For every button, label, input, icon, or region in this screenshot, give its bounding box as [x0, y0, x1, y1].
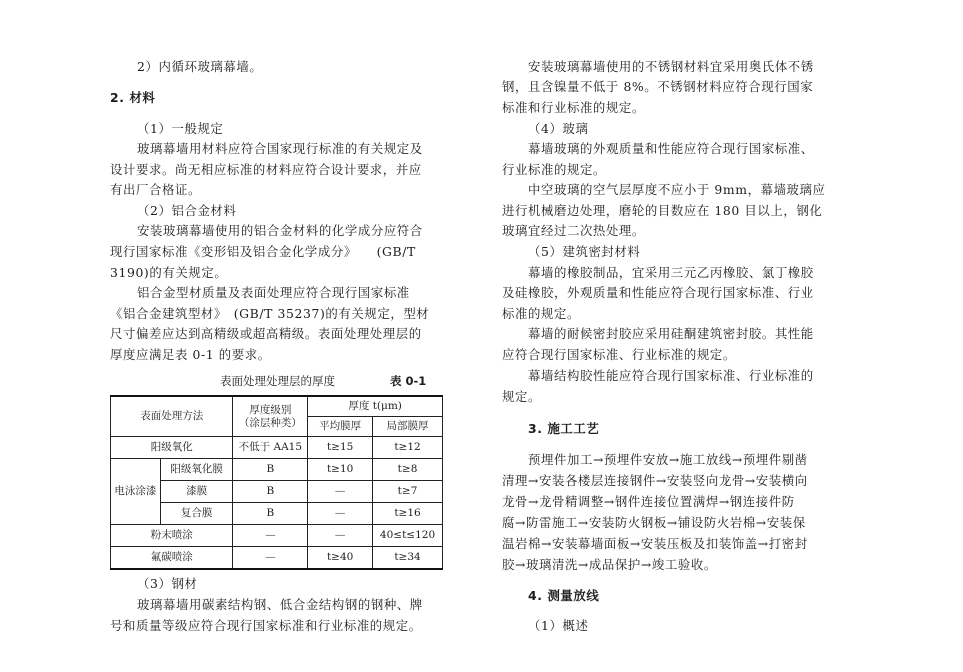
cell-grade: B [233, 459, 308, 481]
cell-local: t≥7 [373, 481, 443, 503]
section-4-title: 4. 测量放线 [528, 588, 600, 603]
cell-local: t≥16 [373, 503, 443, 525]
paragraph-line: 行业标准的规定。 [502, 162, 606, 177]
paragraph-line: 玻璃幕墙用碳素结构钢、低合金结构钢的钢种、牌 [137, 597, 423, 612]
header-grade-line2: （涂层种类） [238, 416, 302, 429]
cell-method: 氟碳喷涂 [111, 547, 233, 570]
cell-avg: — [308, 503, 373, 525]
paragraph-line: 安装玻璃幕墙使用的铝合金材料的化学成分应符合 [137, 223, 423, 238]
cell-group-electrophoretic: 电泳涂漆 [111, 459, 161, 525]
cell-method: 复合膜 [160, 503, 233, 525]
table-number: 表 0-1 [390, 374, 427, 388]
paragraph-line: 标准和行业标准的规定。 [502, 100, 645, 115]
process-line: 温岩棉→安装幕墙面板→安装压板及扣装饰盖→打密封 [502, 536, 808, 551]
paragraph-line: 号和质量等级应符合现行国家标准和行业标准的规定。 [110, 618, 422, 633]
paragraph-line: 幕墙结构胶性能应符合现行国家标准、行业标准的 [528, 368, 814, 383]
paragraph-line: 现行国家标准《变形铝及铝合金化学成分》 (GB/T [110, 244, 416, 259]
cell-grade: B [233, 503, 308, 525]
cell-local: t≥8 [373, 459, 443, 481]
cell-avg: — [308, 481, 373, 503]
header-local-thickness: 局部膜厚 [373, 417, 443, 437]
cell-grade: 不低于 AA15 [233, 437, 308, 459]
table-row [111, 437, 443, 459]
paragraph-line: 安装玻璃幕墙使用的不锈钢材料宜采用奥氏体不锈 [528, 59, 814, 74]
cell-local: t≥34 [373, 547, 443, 570]
table-row [111, 481, 443, 503]
table-row [111, 547, 443, 570]
paragraph-line: 玻璃幕墙用材料应符合国家现行标准的有关规定及 [137, 141, 423, 156]
table-row [111, 459, 443, 481]
cell-method: 漆膜 [160, 481, 233, 503]
header-thickness: 厚度 t(μm) [308, 396, 443, 417]
paragraph-line: 及硅橡胶，外观质量和性能应符合现行国家标准、行业 [502, 285, 814, 300]
paragraph-line: 中空玻璃的空气层厚度不应小于 9mm，幕墙玻璃应 [528, 182, 826, 197]
cell-method: 阳级氧化膜 [160, 459, 233, 481]
paragraph-line: 规定。 [502, 389, 541, 404]
cell-method: 粉末喷涂 [111, 525, 233, 547]
process-line: 清理→安装各楼层连接钢件→安装竖向龙骨→安装横向 [502, 473, 808, 488]
paragraph-line: 设计要求。尚无相应标准的材料应符合设计要求，并应 [110, 162, 422, 177]
subsection-1-title: （1）一般规定 [137, 121, 224, 136]
paragraph-line: 玻璃宜经过二次热处理。 [502, 223, 645, 238]
cell-grade: — [233, 525, 308, 547]
paragraph-line: 幕墙玻璃的外观质量和性能应符合现行国家标准、 [528, 141, 814, 156]
paragraph-line: 标准的规定。 [502, 306, 580, 321]
paragraph-line: 应符合现行国家标准、行业标准的规定。 [502, 347, 736, 362]
header-avg-thickness: 平均膜厚 [308, 417, 373, 437]
cell-grade: B [233, 481, 308, 503]
cell-local: t≥12 [373, 437, 443, 459]
process-line: 胶→玻璃清洗→成品保护→竣工验收。 [502, 557, 717, 572]
cell-avg: — [308, 525, 373, 547]
section-2-title: 2. 材料 [110, 90, 156, 105]
cell-avg: t≥40 [308, 547, 373, 570]
section-3-title: 3. 施工工艺 [528, 421, 600, 436]
process-line: 预埋件加工→预埋件安放→施工放线→预埋件剔凿 [528, 452, 808, 467]
process-line: 龙骨→龙骨精调整→钢件连接位置满焊→钢连接件防 [502, 494, 795, 509]
subsection-2-title: （2）铝合金材料 [137, 203, 237, 218]
subsection-4-title: （4）玻璃 [528, 121, 589, 136]
paragraph-line: 3190)的有关规定。 [110, 265, 228, 280]
process-line: 腐→防雷施工→安装防火钢板→铺设防火岩棉→安装保 [502, 515, 806, 530]
paragraph-line: 铝合金型材质量及表面处理应符合现行国家标准 [137, 285, 410, 300]
table-caption-title: 表面处理处理层的厚度 [220, 374, 335, 388]
header-method: 表面处理方法 [111, 396, 233, 437]
cell-method: 阳级氧化 [111, 437, 233, 459]
table-caption [110, 373, 443, 391]
table-row [111, 503, 443, 525]
subsection-3-title: （3）钢材 [137, 576, 198, 591]
cell-grade: — [233, 547, 308, 570]
subsection-4-1-title: （1）概述 [528, 618, 589, 633]
paragraph-line: 厚度应满足表 0-1 的要求。 [110, 347, 271, 362]
paragraph-line: 有出厂合格证。 [110, 182, 201, 197]
paragraph-line: 《铝合金建筑型材》 (GB/T 35237)的有关规定，型材 [110, 306, 430, 321]
paragraph-line: 钢，且含镍量不低于 8%。不锈钢材料应符合现行国家 [502, 79, 814, 94]
paragraph-line: 尺寸偏差应达到高精级或超高精级。表面处理处理层的 [110, 326, 422, 341]
paragraph-line: 幕墙的橡胶制品，宜采用三元乙丙橡胶、氯丁橡胶 [528, 265, 814, 280]
header-grade [233, 396, 308, 437]
surface-treatment-thickness-table [110, 395, 443, 570]
table-row [111, 525, 443, 547]
item-2-inner-circulation: 2）内循环玻璃幕墙。 [137, 59, 263, 74]
cell-avg: t≥10 [308, 459, 373, 481]
subsection-5-title: （5）建筑密封材料 [528, 244, 641, 259]
cell-local: 40≤t≤120 [373, 525, 443, 547]
paragraph-line: 幕墙的耐候密封胶应采用硅酮建筑密封胶。其性能 [528, 326, 814, 341]
header-grade-line1: 厚度级别 [249, 403, 292, 416]
paragraph-line: 进行机械磨边处理，磨轮的目数应在 180 目以上，钢化 [502, 203, 823, 218]
cell-avg: t≥15 [308, 437, 373, 459]
